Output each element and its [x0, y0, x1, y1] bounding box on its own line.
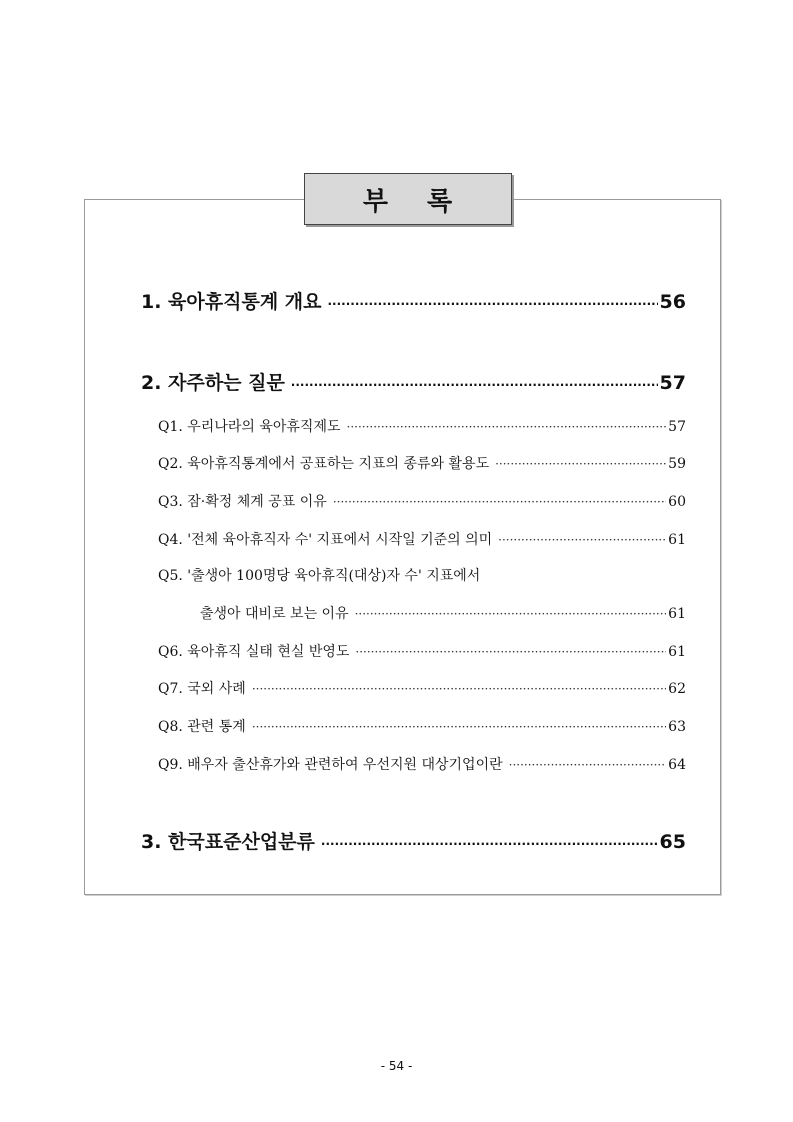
toc-page-number: 65 [659, 831, 686, 853]
page-number-footer: - 54 - [380, 1059, 413, 1073]
toc-question-9[interactable] [158, 754, 686, 774]
toc-section-2[interactable] [141, 368, 686, 395]
toc-leader-dots [495, 457, 666, 471]
toc-page-number: 63 [668, 719, 686, 735]
toc-question-7[interactable] [158, 678, 686, 698]
toc-leader-dots [355, 607, 667, 621]
toc-page-number: 57 [659, 372, 686, 394]
toc-leader-dots [291, 378, 658, 392]
toc-leader-dots [333, 495, 666, 509]
toc-question-4[interactable] [158, 529, 686, 549]
toc-question-1[interactable] [158, 416, 686, 436]
toc-question-8[interactable] [158, 716, 686, 736]
toc-question-label: Q8. 관련 통계 [158, 719, 246, 735]
toc-question-label: Q9. 배우자 출산휴가와 관련하여 우선지원 대상기업이란 [158, 757, 503, 773]
toc-page-number: 59 [668, 456, 686, 472]
toc-question-label: Q7. 국외 사례 [158, 681, 246, 697]
toc-section-1[interactable] [141, 287, 686, 314]
toc-page-number: 60 [668, 494, 686, 510]
toc-leader-dots [509, 758, 667, 772]
toc-question-5[interactable] [200, 603, 686, 623]
appendix-title: 부 록 [304, 173, 512, 225]
toc-question-label: Q4. '전체 육아휴직자 수' 지표에서 시작일 기준의 의미 [158, 532, 493, 548]
toc-section-label: 2. 자주하는 질문 [141, 372, 285, 394]
toc-question-2[interactable] [158, 453, 686, 473]
toc-leader-dots [328, 297, 658, 311]
toc-page-number: 57 [668, 419, 686, 435]
toc-section-3[interactable] [141, 827, 686, 854]
toc-leader-dots [252, 720, 666, 734]
toc-question-label: Q2. 육아휴직통계에서 공표하는 지표의 종류와 활용도 [158, 456, 490, 472]
toc-page-number: 62 [668, 681, 686, 697]
toc-question-6[interactable] [158, 641, 686, 661]
toc-section-label: 3. 한국표준산업분류 [141, 831, 315, 853]
toc-question-label: Q6. 육아휴직 실태 현실 반영도 [158, 644, 350, 660]
toc-question-label: Q3. 잠·확정 체계 공표 이유 [158, 494, 327, 510]
toc-question-3[interactable] [158, 491, 686, 511]
toc-page-number: 56 [659, 291, 686, 313]
toc-leader-dots [252, 682, 666, 696]
toc-question-continuation: 출생아 대비로 보는 이유 [200, 606, 349, 622]
toc-question-label: Q1. 우리나라의 육아휴직제도 [158, 419, 341, 435]
toc-page-number: 61 [668, 644, 686, 660]
toc-leader-dots [321, 837, 658, 851]
toc-leader-dots [355, 645, 666, 659]
toc-page-number: 64 [668, 757, 686, 773]
toc-question-5-label[interactable]: Q5. '출생아 100명당 육아휴직(대상)자 수' 지표에서 [158, 568, 481, 584]
toc-page-number: 61 [668, 532, 686, 548]
toc-page-number: 61 [668, 606, 686, 622]
toc-leader-dots [498, 533, 666, 547]
toc-section-label: 1. 육아휴직통계 개요 [141, 291, 322, 313]
toc-leader-dots [347, 420, 667, 434]
